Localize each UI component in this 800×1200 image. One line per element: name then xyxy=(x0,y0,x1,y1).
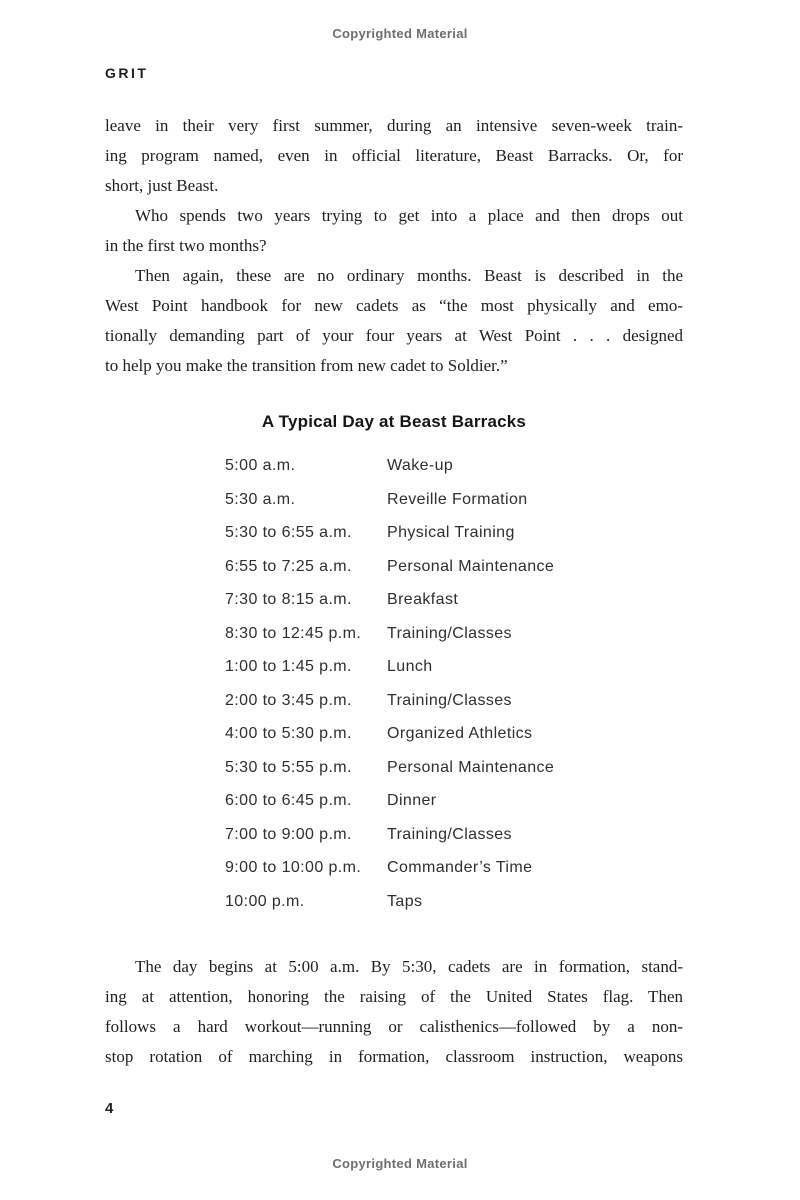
schedule-activity: Dinner xyxy=(387,792,437,809)
schedule-row xyxy=(225,717,683,751)
schedule-row xyxy=(225,684,683,718)
text-line: Who spends two years trying to get into a place and then drops out xyxy=(135,206,683,225)
text-line: short, just Beast. xyxy=(105,176,219,195)
copyright-notice-top: Copyrighted Material xyxy=(332,26,468,41)
schedule-row xyxy=(225,449,683,483)
schedule-row xyxy=(225,516,683,550)
schedule-title: A Typical Day at Beast Barracks xyxy=(261,412,527,431)
schedule-section xyxy=(105,412,683,918)
page-number: 4 xyxy=(105,1100,114,1117)
schedule-activity: Personal Maintenance xyxy=(387,557,555,575)
schedule-time: 4:00 to 5:30 p.m. xyxy=(225,725,352,742)
schedule-row xyxy=(225,885,683,919)
schedule-time: 5:30 a.m. xyxy=(225,490,296,508)
body-text-before-table xyxy=(105,111,683,381)
schedule-row xyxy=(225,617,683,651)
schedule-time: 7:30 to 8:15 a.m. xyxy=(225,591,352,608)
schedule-row xyxy=(225,751,683,785)
schedule-time: 6:00 to 6:45 p.m. xyxy=(225,792,352,809)
schedule-activity: Physical Training xyxy=(387,524,515,541)
text-line: The day begins at 5:00 a.m. By 5:30, cadets are in formation, stand- xyxy=(135,957,683,976)
schedule-row xyxy=(225,650,683,684)
text-line: stop rotation of marching in formation, classroom instruction, weapons xyxy=(105,1047,683,1066)
schedule-row xyxy=(225,851,683,885)
text-line: leave in their very first summer, during an intensive seven-week train- xyxy=(105,116,683,135)
schedule-row xyxy=(225,818,683,852)
paragraph xyxy=(105,111,683,201)
schedule-time: 5:30 to 5:55 p.m. xyxy=(225,758,352,776)
schedule-activity: Training/Classes xyxy=(387,624,512,642)
running-head: GRIT xyxy=(105,65,149,81)
schedule-time: 5:00 a.m. xyxy=(225,457,296,474)
text-line: to help you make the transition from new cadet to Soldier.” xyxy=(105,356,508,375)
text-line: ing program named, even in official literature, Beast Barracks. Or, for xyxy=(105,146,683,165)
schedule-time: 6:55 to 7:25 a.m. xyxy=(225,557,352,575)
text-line: West Point handbook for new cadets as “the most physically and emo- xyxy=(105,296,683,315)
schedule-time: 10:00 p.m. xyxy=(225,892,305,910)
schedule-activity: Organized Athletics xyxy=(387,725,533,742)
schedule-row xyxy=(225,550,683,584)
schedule-activity: Wake-up xyxy=(387,457,454,474)
schedule-row xyxy=(225,784,683,818)
copyright-notice-bottom: Copyrighted Material xyxy=(332,1156,468,1171)
body-text-after-table xyxy=(105,952,683,1072)
schedule-activity: Training/Classes xyxy=(387,825,512,843)
schedule-row xyxy=(225,583,683,617)
schedule-time: 5:30 to 6:55 a.m. xyxy=(225,524,352,541)
text-line: Then again, these are no ordinary months. Beast is described in the xyxy=(135,266,683,285)
paragraph xyxy=(105,952,683,1072)
text-line: ing at attention, honoring the raising of the United States flag. Then xyxy=(105,987,683,1006)
schedule-time: 1:00 to 1:45 p.m. xyxy=(225,658,352,675)
schedule-activity: Commander’s Time xyxy=(387,859,533,876)
paragraph xyxy=(105,201,683,261)
text-line: follows a hard workout—running or calisthenics—followed by a non- xyxy=(105,1017,683,1036)
schedule-time: 7:00 to 9:00 p.m. xyxy=(225,825,352,843)
schedule-time: 8:30 to 12:45 p.m. xyxy=(225,624,362,642)
schedule-activity: Lunch xyxy=(387,658,433,675)
schedule-activity: Personal Maintenance xyxy=(387,758,555,776)
schedule-activity: Reveille Formation xyxy=(387,490,528,508)
schedule-time: 2:00 to 3:45 p.m. xyxy=(225,691,352,709)
text-line: tionally demanding part of your four years at West Point . . . designed xyxy=(105,326,683,345)
schedule-activity: Taps xyxy=(387,892,423,910)
paragraph xyxy=(105,261,683,381)
schedule-time: 9:00 to 10:00 p.m. xyxy=(225,859,362,876)
text-block xyxy=(105,111,683,1072)
schedule-activity: Breakfast xyxy=(387,591,459,608)
schedule-rows xyxy=(225,449,683,918)
schedule-row xyxy=(225,483,683,517)
schedule-activity: Training/Classes xyxy=(387,691,512,709)
text-line: in the first two months? xyxy=(105,236,267,255)
